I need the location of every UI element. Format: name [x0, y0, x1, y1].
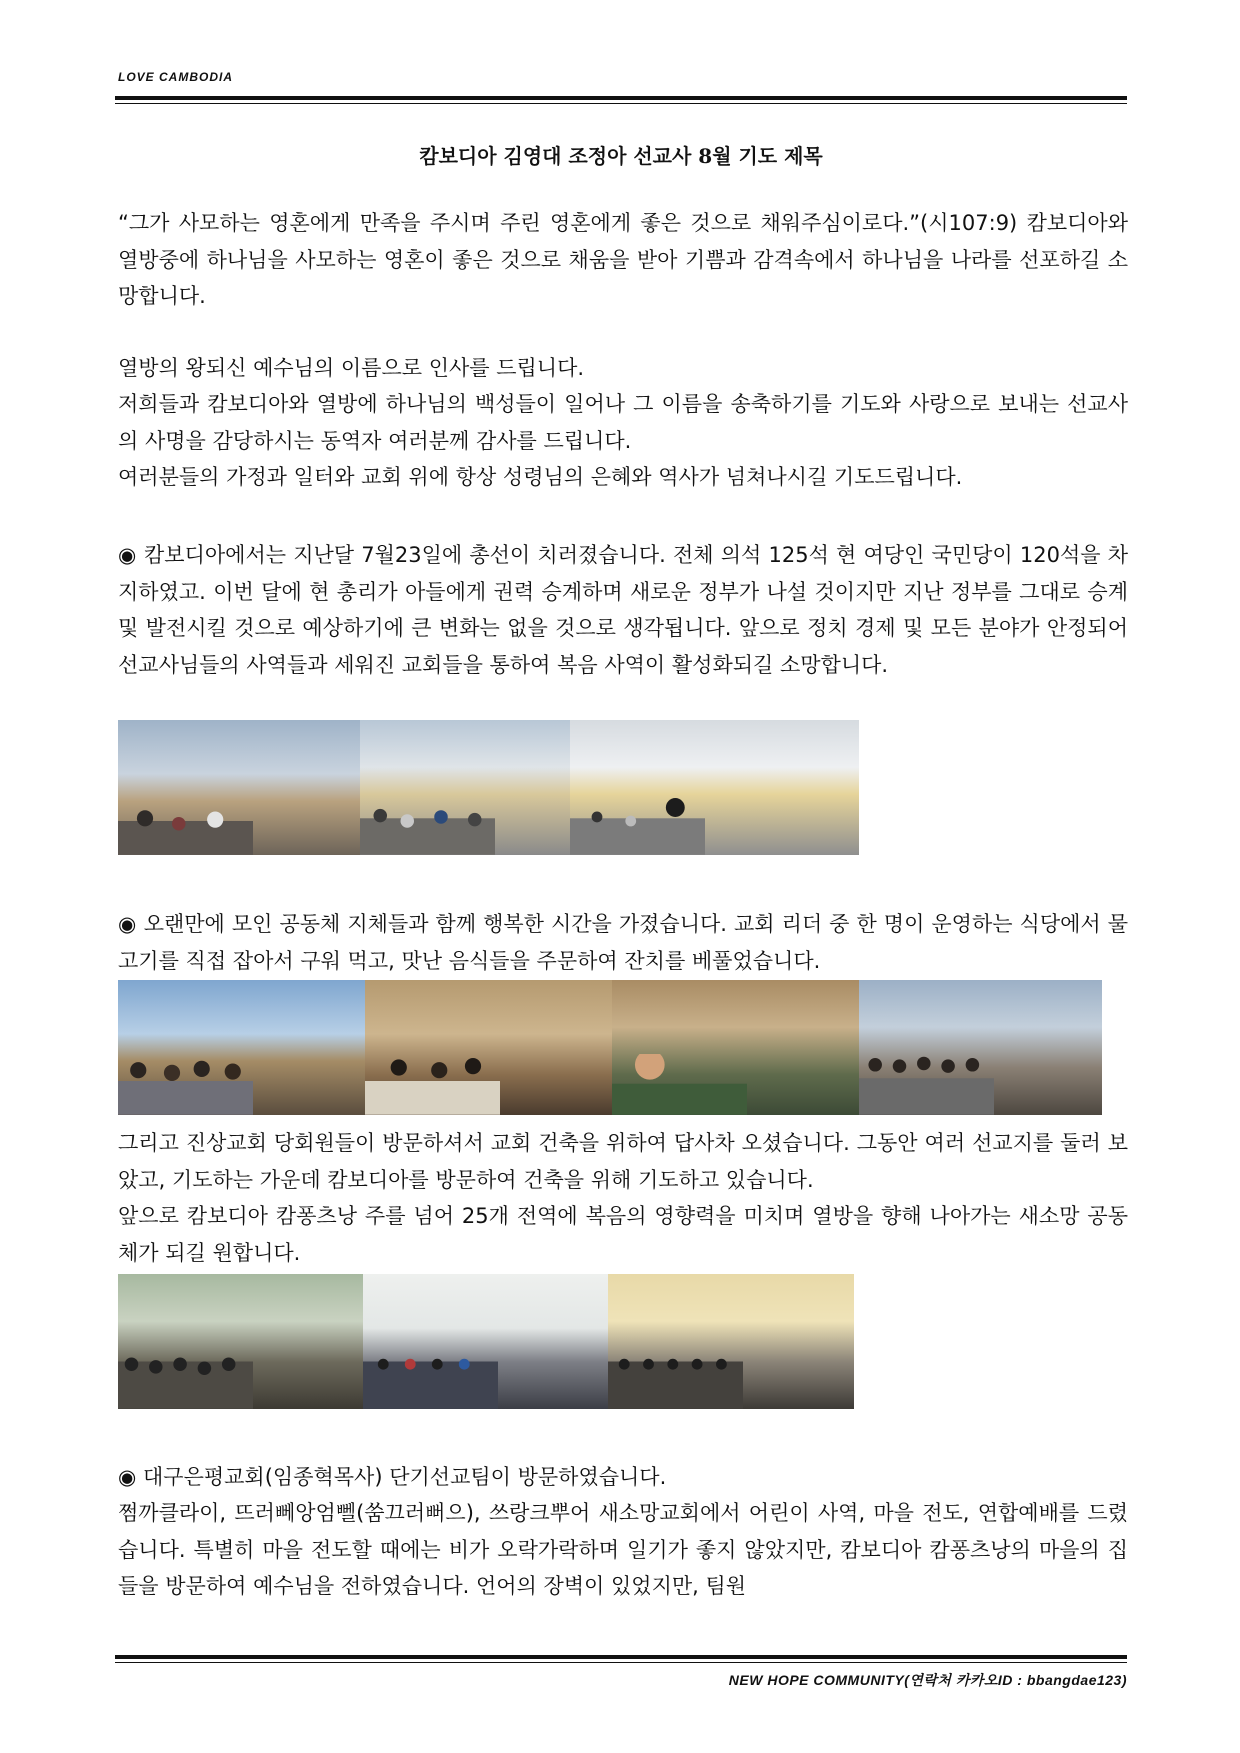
paragraph-election: ◉ 캄보디아에서는 지난달 7월23일에 총선이 치러졌습니다. 전체 의석 125석 현 여당인 국민당이 120석을 차지하였고. 이번 달에 현 총리가 아들에게 권력 승계하며 새로운 정부가 나설 것이지만 지난 정부를 그대로 승계 및 발전시킬 것으로 예상하기에 큰 변화는 없을 것으로 생각됩니다. 앞으로 정치 경제 및 모든 분야가 안정되어 선교사님들의 사역들과 세워진 교회들을 통하여 복음 사역이 활성화되길 소망합니다.: [118, 543, 1128, 677]
photo-strip-election: [118, 720, 859, 855]
paragraph-blessing: 여러분들의 가정과 일터와 교회 위에 항상 성령님의 은혜와 역사가 넘쳐나시길 기도드립니다.: [118, 465, 963, 489]
paragraph-ministry: 쩜까클라이, 뜨러뻬앙엄뻴(쑴끄러뻐으), 쓰랑크뿌어 새소망교회에서 어린이 사역, 마을 전도, 연합예배를 드렸습니다. 특별히 마을 전도할 때에는 비가 오락가락하며 일기가 좋지 않았지만, 캄보디아 캄퐁츠낭의 마을의 집들을 방문하여 예수님을 전하였습니다. 언어의 장벽이 있었지만, 팀원: [118, 1501, 1128, 1598]
paragraph-greeting: 열방의 왕되신 예수님의 이름으로 인사를 드립니다.: [118, 356, 585, 380]
photo-election-school: [360, 720, 570, 855]
paragraph-church-visit: 그리고 진상교회 당회원들이 방문하셔서 교회 건축을 위하여 답사차 오셨습니다. 그동안 여러 선교지를 둘러 보았고, 기도하는 가운데 캄보디아를 방문하여 건축을 위해 기도하고 있습니다.: [118, 1131, 1128, 1192]
footer-label: NEW HOPE COMMUNITY(연락처 카카오ID : bbangdae123): [728, 1672, 1127, 1688]
photo-church-worship: [608, 1274, 854, 1409]
paragraph-thanks: 저희들과 캄보디아와 열방에 하나님의 백성들이 일어나 그 이름을 송축하기를 기도와 사랑으로 보내는 선교사의 사명을 감당하시는 동역자 여러분께 감사를 드립니다.: [118, 392, 1128, 453]
photo-crowd-icon: [118, 794, 253, 855]
header-label: LOVE CAMBODIA: [118, 70, 233, 84]
footer-rule: [115, 1655, 1127, 1659]
photo-strip-church: [118, 1274, 854, 1409]
header-rule-thin: [115, 103, 1127, 104]
photo-church-outdoor: [118, 1274, 363, 1409]
photo-election-polling: [570, 720, 859, 855]
paragraph-verse: “그가 사모하는 영혼에게 만족을 주시며 주린 영혼에게 좋은 것으로 채워주심이로다.”(시107:9) 캄보디아와 열방중에 하나님을 사모하는 영혼이 좋은 것으로 채움을 받아 기쁨과 감격속에서 하나님을 나라를 선포하길 소망합니다.: [118, 211, 1128, 308]
paragraph-vision: 앞으로 캄보디아 캄퐁츠낭 주를 넘어 25개 전역에 복음의 영향력을 미치며 열방을 향해 나아가는 새소망 공동체가 되길 원합니다.: [118, 1204, 1128, 1265]
photo-church-interior: [363, 1274, 608, 1409]
paragraph-mission-team: ◉ 대구은평교회(임종혁목사) 단기선교팀이 방문하였습니다.: [118, 1465, 667, 1489]
photo-election-street: [118, 720, 360, 855]
photo-strip-fellowship: [118, 980, 1102, 1115]
photo-fellowship-bbq: [859, 980, 1102, 1115]
page-title: 캄보디아 김영대 조정아 선교사 8월 기도 제목: [419, 144, 823, 168]
paragraph-fellowship: ◉ 오랜만에 모인 공동체 지체들과 함께 행복한 시간을 가졌습니다. 교회 리더 중 한 명이 운영하는 식당에서 물고기를 직접 잡아서 구워 먹고, 맛난 음식들을 주문하여 잔치를 베풀었습니다.: [118, 912, 1128, 973]
photo-fellowship-selfie: [612, 980, 859, 1115]
photo-fellowship-group: [118, 980, 365, 1115]
photo-fellowship-meal: [365, 980, 612, 1115]
header-rule: [115, 96, 1127, 100]
footer-rule-thin: [115, 1662, 1127, 1663]
